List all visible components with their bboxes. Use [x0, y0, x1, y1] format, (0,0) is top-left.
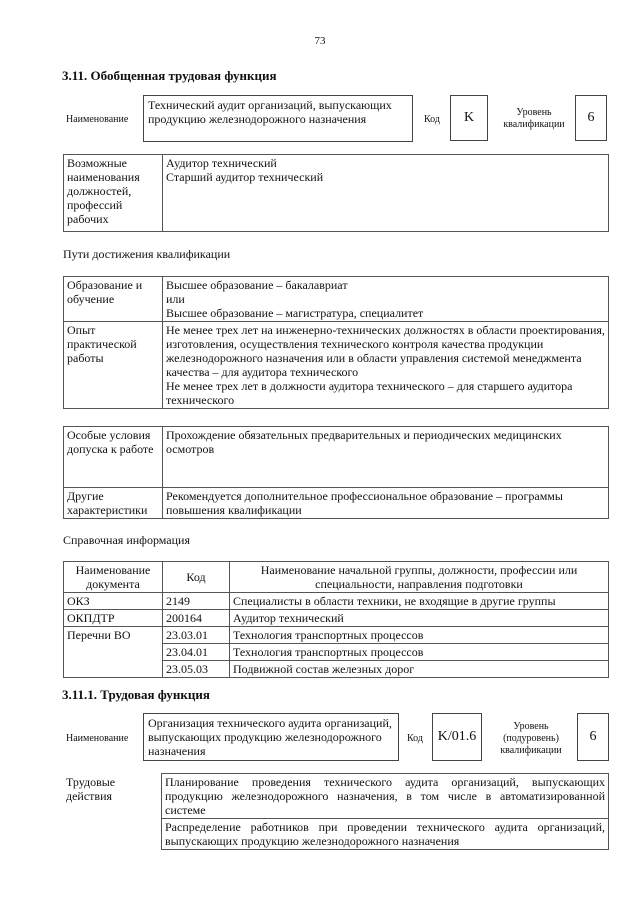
- education-line: Высшее образование – бакалавриат: [166, 278, 348, 292]
- name-label: Наименование: [66, 114, 129, 125]
- conditions-table: [63, 426, 609, 519]
- tf-name-box: [143, 713, 399, 761]
- tf-level-value: 6: [589, 729, 597, 744]
- other-characteristics-value: Рекомендуется дополнительное профессиональное образование – программы повышения квалификации: [163, 488, 609, 519]
- education-label: Образование и обучение: [64, 277, 163, 322]
- tf-level-box: [577, 713, 609, 761]
- special-conditions-value: Прохождение обязательных предварительных и периодических медицинских осмотров: [163, 427, 609, 488]
- ref-code: 23.03.01: [163, 627, 230, 644]
- tf-name-value: Организация технического аудита организаций, выпускающих продукцию железнодорожного назначения: [148, 716, 392, 758]
- special-conditions-label: Особые условия допуска к работе: [64, 427, 163, 488]
- ref-header-name: Наименование начальной группы, должности, профессии или специальности, направления подготовки: [230, 562, 609, 593]
- positions-table: [63, 154, 609, 232]
- page-number: 73: [314, 35, 326, 47]
- experience-label: Опыт практической работы: [64, 322, 163, 409]
- ref-name: Специалисты в области техники, не входящие в другие группы: [230, 593, 609, 610]
- tf-code-box: [432, 713, 482, 761]
- position-item: Аудитор технический: [166, 156, 277, 170]
- actions-table: [63, 773, 609, 850]
- ref-name: Аудитор технический: [230, 610, 609, 627]
- ways-table: [63, 276, 609, 409]
- reference-table: [63, 561, 609, 678]
- education-line: или: [166, 292, 185, 306]
- code-label: Код: [424, 114, 440, 125]
- ref-code: 23.05.03: [163, 661, 230, 678]
- ref-doc: Перечни ВО: [64, 627, 163, 678]
- gtf-level-box: [575, 95, 607, 141]
- gtf-code-value: K: [463, 110, 475, 125]
- positions-label: Возможные наименования должностей, профессий рабочих: [64, 155, 163, 232]
- table-row: [64, 610, 609, 627]
- gtf-name-value: Технический аудит организаций, выпускающих продукцию железнодорожного назначения: [148, 98, 392, 126]
- table-row: [64, 593, 609, 610]
- position-item: Старший аудитор технический: [166, 170, 324, 184]
- ref-name: Подвижной состав железных дорог: [230, 661, 609, 678]
- ref-header-code: Код: [163, 562, 230, 593]
- ref-code: 200164: [163, 610, 230, 627]
- table-row: [64, 627, 609, 644]
- gtf-level-value: 6: [587, 110, 595, 125]
- tf-code-label: Код: [407, 733, 423, 744]
- tf-level-label: Уровень (подуровень) квалификации: [500, 721, 562, 756]
- education-line: Высшее образование – магистратура, специалитет: [166, 306, 424, 320]
- action-item: Распределение работников при проведении технического аудита организаций, выпускающих продукцию железнодорожного назначения: [162, 819, 609, 850]
- section-heading: 3.11. Обобщенная трудовая функция: [62, 68, 277, 83]
- ref-name: Технология транспортных процессов: [230, 627, 609, 644]
- ref-name: Технология транспортных процессов: [230, 644, 609, 661]
- ref-code: 23.04.01: [163, 644, 230, 661]
- gtf-code-box: [450, 95, 488, 141]
- actions-label: Трудовые действия: [63, 774, 162, 850]
- tf-name-label: Наименование: [66, 733, 129, 744]
- reference-heading: Справочная информация: [63, 533, 190, 547]
- gtf-name-box: [143, 95, 413, 142]
- action-item: Планирование проведения технического аудита организаций, выпускающих продукцию железнодорожного назначения, в том числе в автоматизированной системе: [162, 774, 609, 819]
- tf-code-value: K/01.6: [437, 729, 477, 744]
- experience-line: Не менее трех лет в должности аудитора технического – для старшего аудитора технического: [166, 379, 573, 407]
- level-label: Уровень квалификации: [503, 107, 565, 130]
- function-heading: 3.11.1. Трудовая функция: [62, 687, 210, 702]
- ref-doc: ОКЗ: [64, 593, 163, 610]
- ref-doc: ОКПДТР: [64, 610, 163, 627]
- ref-code: 2149: [163, 593, 230, 610]
- experience-line: Не менее трех лет на инженерно-технических должностях в области проектирования, изготовления, осуществления технического контроля качества продукции железнодорожного назначения или в области управления системой менеджмента качества – для аудитора технического: [166, 323, 605, 379]
- ref-header-doc: Наименование документа: [64, 562, 163, 593]
- ways-heading: Пути достижения квалификации: [63, 247, 231, 261]
- other-characteristics-label: Другие характеристики: [64, 488, 163, 519]
